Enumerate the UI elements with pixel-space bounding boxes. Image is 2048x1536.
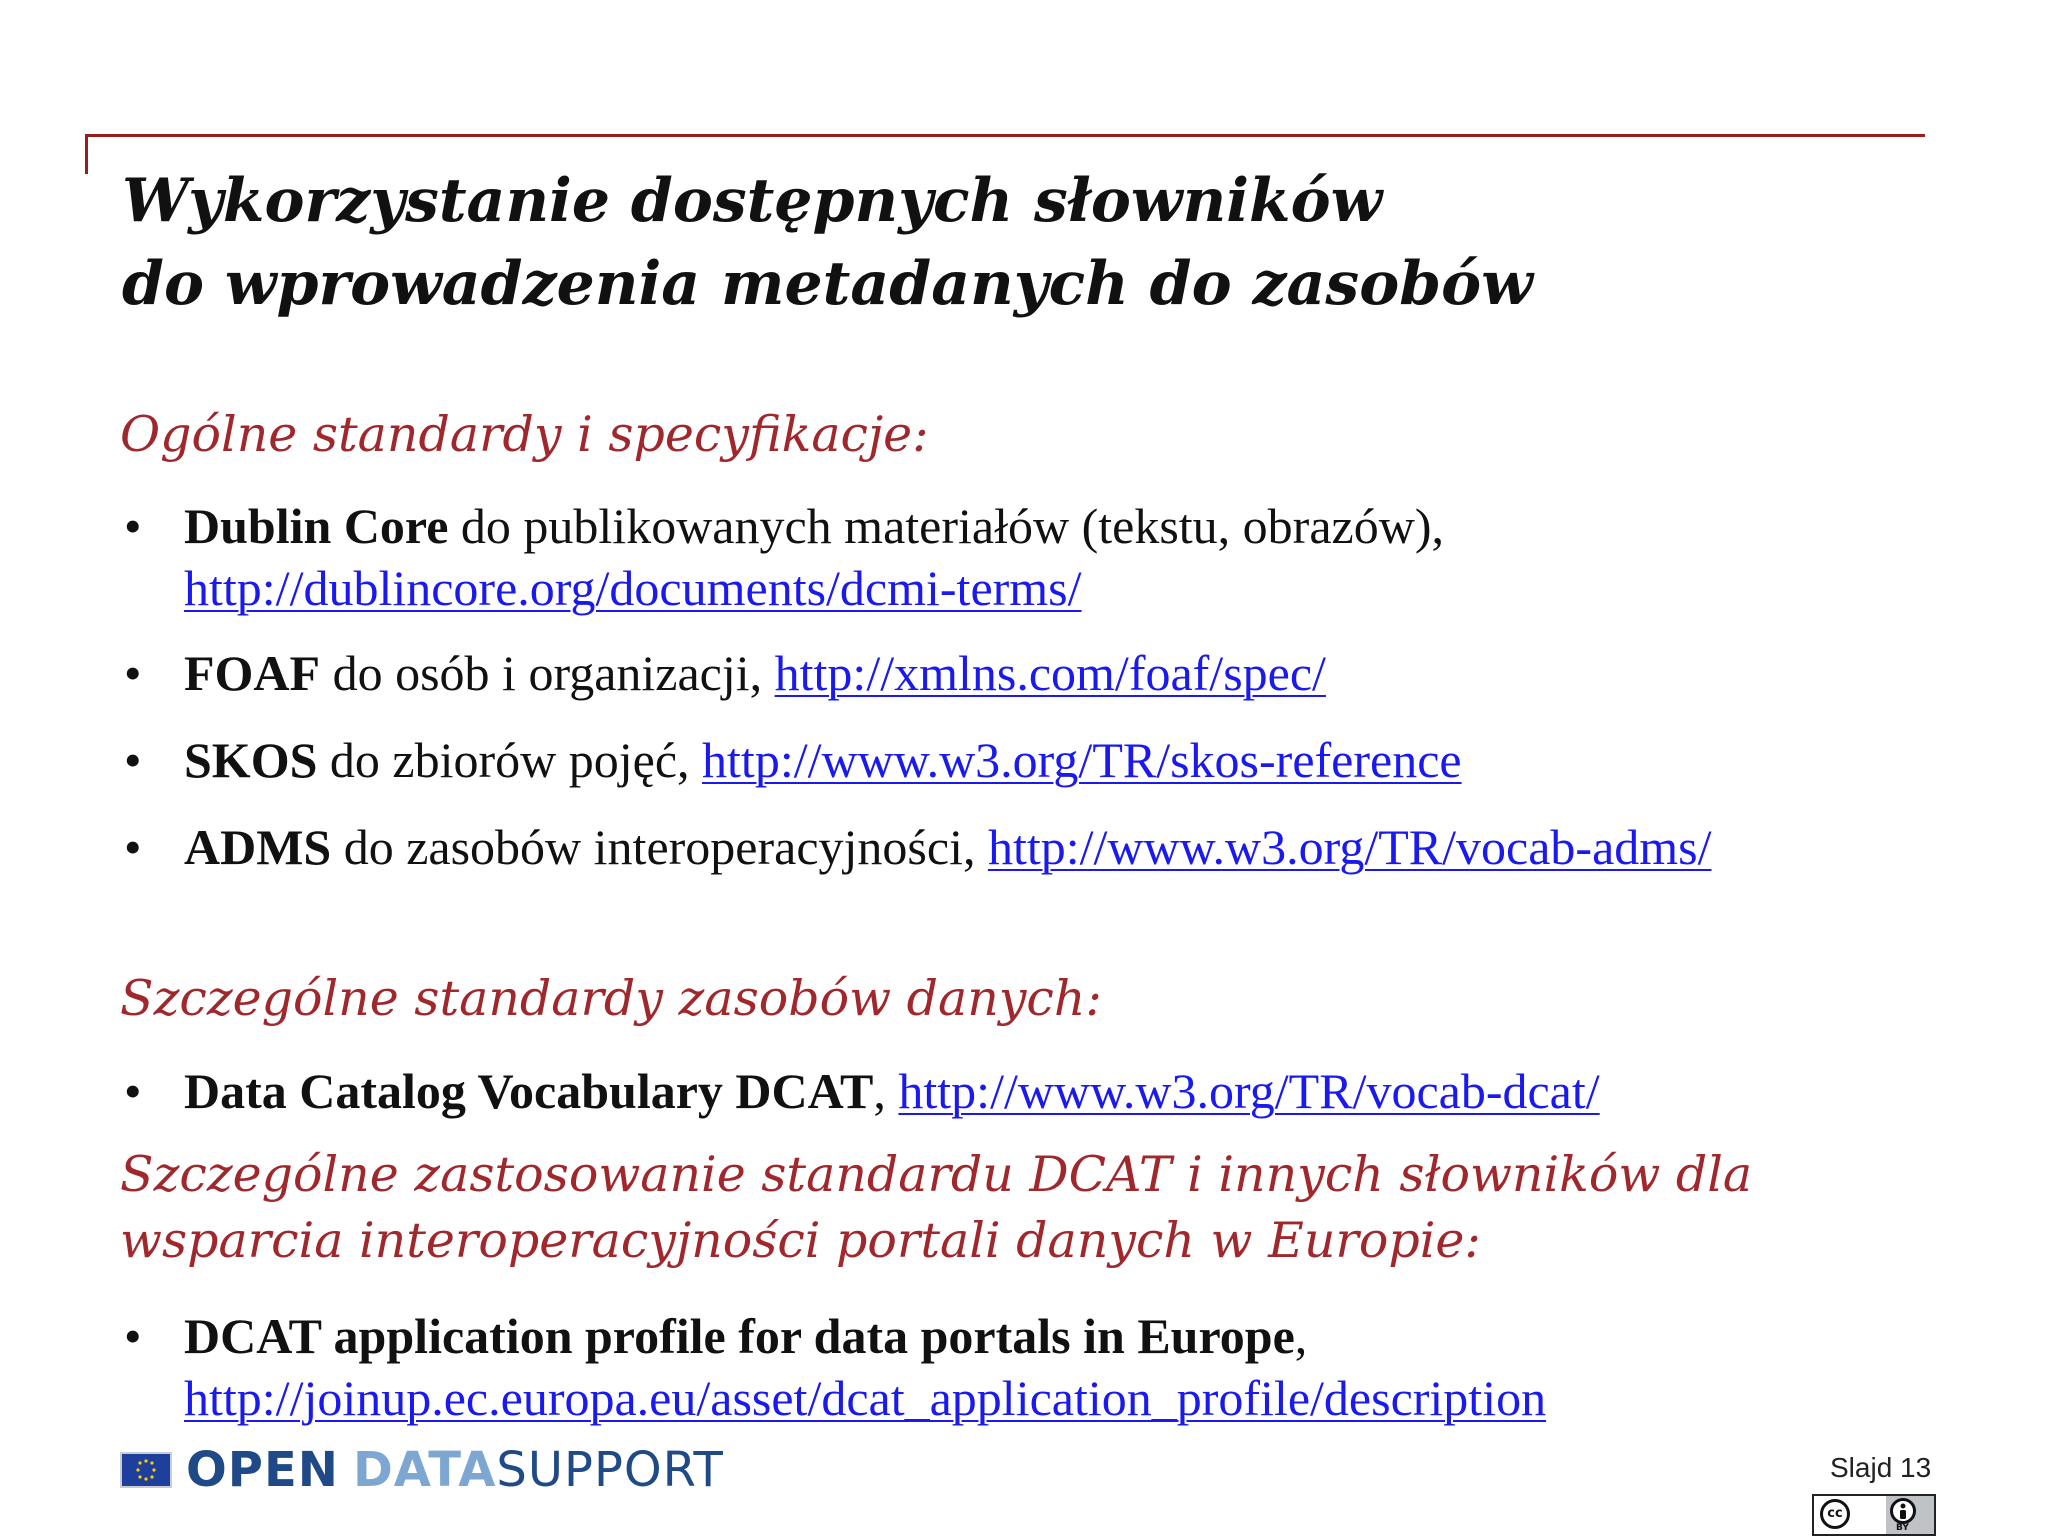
link-dcat[interactable]: http://www.w3.org/TR/vocab-dcat/ — [898, 1063, 1600, 1119]
item-description: do zasobów interoperacyjności, — [331, 819, 988, 875]
link-dcat-ap[interactable]: http://joinup.ec.europa.eu/asset/dcat_application_profile/description — [184, 1370, 1547, 1426]
bullet-icon: • — [124, 819, 142, 875]
term-label: DCAT application profile for data portals in Europe — [184, 1308, 1295, 1364]
attribution-person-icon — [1890, 1498, 1916, 1524]
bullet-icon: • — [124, 1063, 142, 1119]
title-rule-vertical — [85, 134, 88, 174]
cc-icon: cc — [1820, 1499, 1850, 1529]
eu-flag-icon — [120, 1452, 172, 1488]
item-description: do osób i organizacji, — [320, 645, 775, 701]
term-label: SKOS — [184, 732, 318, 788]
bullet-icon: • — [124, 498, 142, 554]
title-rule-horizontal — [85, 134, 1925, 137]
section-heading-data-resources: Szczególne standardy zasobów danych: — [120, 970, 1102, 1027]
section-heading-line-2: wsparcia interoperacyjności portali danych w Europie: — [120, 1212, 1481, 1269]
logo-open-text: OPEN — [186, 1442, 339, 1498]
term-label: Dublin Core — [184, 498, 449, 554]
title-line-2: do wprowadzenia metadanych do zasobów — [122, 249, 1533, 319]
slide-title — [122, 160, 1533, 326]
cc-by-license-badge[interactable] — [1812, 1494, 1936, 1536]
logo-support-text: SUPPORT — [496, 1442, 724, 1498]
item-description: , — [873, 1063, 899, 1119]
term-label: Data Catalog Vocabulary DCAT — [184, 1063, 874, 1119]
slide-number: Slajd 13 — [1830, 1452, 1932, 1483]
open-data-support-logo — [120, 1442, 724, 1498]
item-description: , — [1294, 1308, 1308, 1364]
item-description: do publikowanych materiałów (tekstu, obrazów), — [448, 498, 1444, 554]
link-skos[interactable]: http://www.w3.org/TR/skos-reference — [702, 732, 1462, 788]
section-heading-general: Ogólne standardy i specyfikacje: — [120, 406, 929, 463]
license-by-label: BY — [1896, 1523, 1909, 1533]
section-heading-dcat-application — [120, 1142, 1752, 1274]
bullet-icon: • — [124, 732, 142, 788]
term-label: FOAF — [184, 645, 321, 701]
item-description: do zbiorów pojęć, — [317, 732, 703, 788]
term-label: ADMS — [184, 819, 332, 875]
bullet-icon: • — [124, 645, 142, 701]
link-dublin-core[interactable]: http://dublincore.org/documents/dcmi-terms/ — [184, 560, 1082, 616]
section-heading-line-1: Szczególne zastosowanie standardu DCAT i innych słowników dla — [120, 1146, 1753, 1203]
bullet-icon: • — [124, 1308, 142, 1364]
logo-data-text: DATA — [352, 1442, 497, 1498]
link-adms[interactable]: http://www.w3.org/TR/vocab-adms/ — [987, 819, 1712, 875]
title-line-1: Wykorzystanie dostępnych słowników — [122, 166, 1383, 236]
link-foaf[interactable]: http://xmlns.com/foaf/spec/ — [774, 645, 1326, 701]
